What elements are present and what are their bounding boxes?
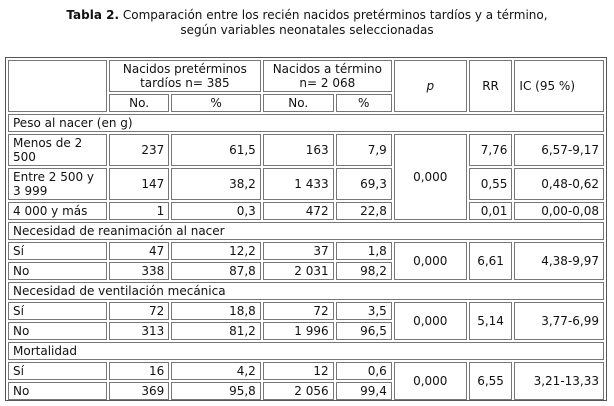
rr-cell: 0,55 bbox=[469, 168, 513, 200]
term-no-cell: 2 056 bbox=[263, 382, 334, 400]
row-label: No bbox=[8, 262, 107, 280]
term-no-cell: 2 031 bbox=[263, 262, 334, 280]
section-title-row bbox=[8, 282, 604, 300]
preterm-no-cell: 313 bbox=[109, 322, 169, 340]
row-label: Sí bbox=[8, 242, 107, 260]
table-row bbox=[8, 202, 604, 220]
row-label: 4 000 y más bbox=[8, 202, 107, 220]
header-preterm-no: No. bbox=[109, 94, 169, 112]
caption-line-2: según variables neonatales seleccionadas bbox=[180, 23, 434, 37]
preterm-pct-cell: 38,2 bbox=[171, 168, 261, 200]
rr-cell: 6,61 bbox=[469, 242, 513, 280]
data-table bbox=[6, 58, 606, 402]
header-rr: RR bbox=[469, 60, 513, 112]
section-title: Peso al nacer (en g) bbox=[8, 114, 604, 132]
ic-cell: 4,38-9,97 bbox=[514, 242, 604, 280]
preterm-no-cell: 369 bbox=[109, 382, 169, 400]
header-preterm: Nacidos pretérminos tardíos n= 385 bbox=[109, 60, 261, 92]
term-no-cell: 72 bbox=[263, 302, 334, 320]
p-value-cell: 0,000 bbox=[394, 302, 467, 340]
section-title: Necesidad de reanimación al nacer bbox=[8, 222, 604, 240]
preterm-pct-cell: 4,2 bbox=[171, 362, 261, 380]
table-caption bbox=[0, 0, 614, 42]
table-number: Tabla 2. bbox=[66, 8, 120, 22]
table-row bbox=[8, 134, 604, 166]
preterm-no-cell: 147 bbox=[109, 168, 169, 200]
ic-cell: 0,48-0,62 bbox=[514, 168, 604, 200]
section-title-row bbox=[8, 342, 604, 360]
row-label: Menos de 2 500 bbox=[8, 134, 107, 166]
row-label: Entre 2 500 y 3 999 bbox=[8, 168, 107, 200]
rr-cell: 6,55 bbox=[469, 362, 513, 400]
header-p: p bbox=[394, 60, 467, 112]
header-row-1 bbox=[8, 60, 604, 92]
header-ic: IC (95 %) bbox=[514, 60, 604, 112]
row-label: No bbox=[8, 322, 107, 340]
preterm-pct-cell: 87,8 bbox=[171, 262, 261, 280]
preterm-no-cell: 1 bbox=[109, 202, 169, 220]
ic-cell: 3,21-13,33 bbox=[514, 362, 604, 400]
header-blank bbox=[8, 60, 107, 112]
preterm-pct-cell: 61,5 bbox=[171, 134, 261, 166]
p-value-cell: 0,000 bbox=[394, 242, 467, 280]
term-pct-cell: 69,3 bbox=[336, 168, 392, 200]
preterm-pct-cell: 12,2 bbox=[171, 242, 261, 260]
table-row bbox=[8, 242, 604, 260]
header-preterm-pct: % bbox=[171, 94, 261, 112]
term-pct-cell: 7,9 bbox=[336, 134, 392, 166]
header-term-no: No. bbox=[263, 94, 334, 112]
p-value-cell: 0,000 bbox=[394, 362, 467, 400]
row-label: No bbox=[8, 382, 107, 400]
preterm-pct-cell: 81,2 bbox=[171, 322, 261, 340]
term-pct-cell: 3,5 bbox=[336, 302, 392, 320]
preterm-pct-cell: 0,3 bbox=[171, 202, 261, 220]
table-row bbox=[8, 302, 604, 320]
section-title-row bbox=[8, 114, 604, 132]
ic-cell: 6,57-9,17 bbox=[514, 134, 604, 166]
preterm-no-cell: 237 bbox=[109, 134, 169, 166]
section-title: Necesidad de ventilación mecánica bbox=[8, 282, 604, 300]
header-term-pct: % bbox=[336, 94, 392, 112]
row-label: Sí bbox=[8, 362, 107, 380]
row-label: Sí bbox=[8, 302, 107, 320]
preterm-no-cell: 47 bbox=[109, 242, 169, 260]
term-pct-cell: 22,8 bbox=[336, 202, 392, 220]
rr-cell: 5,14 bbox=[469, 302, 513, 340]
term-pct-cell: 98,2 bbox=[336, 262, 392, 280]
section-title: Mortalidad bbox=[8, 342, 604, 360]
term-no-cell: 12 bbox=[263, 362, 334, 380]
caption-line-1: Comparación entre los recién nacidos pretérminos tardíos y a término, bbox=[119, 8, 548, 22]
table-row bbox=[8, 362, 604, 380]
header-term: Nacidos a término n= 2 068 bbox=[263, 60, 392, 92]
term-no-cell: 1 996 bbox=[263, 322, 334, 340]
preterm-no-cell: 16 bbox=[109, 362, 169, 380]
term-pct-cell: 1,8 bbox=[336, 242, 392, 260]
p-value-cell: 0,000 bbox=[394, 134, 467, 220]
preterm-no-cell: 338 bbox=[109, 262, 169, 280]
ic-cell: 0,00-0,08 bbox=[514, 202, 604, 220]
section-title-row bbox=[8, 222, 604, 240]
ic-cell: 3,77-6,99 bbox=[514, 302, 604, 340]
term-no-cell: 472 bbox=[263, 202, 334, 220]
preterm-pct-cell: 18,8 bbox=[171, 302, 261, 320]
rr-cell: 7,76 bbox=[469, 134, 513, 166]
term-pct-cell: 96,5 bbox=[336, 322, 392, 340]
table-row bbox=[8, 168, 604, 200]
table-frame bbox=[5, 57, 607, 401]
preterm-pct-cell: 95,8 bbox=[171, 382, 261, 400]
preterm-no-cell: 72 bbox=[109, 302, 169, 320]
term-no-cell: 1 433 bbox=[263, 168, 334, 200]
term-no-cell: 163 bbox=[263, 134, 334, 166]
term-pct-cell: 0,6 bbox=[336, 362, 392, 380]
term-pct-cell: 99,4 bbox=[336, 382, 392, 400]
term-no-cell: 37 bbox=[263, 242, 334, 260]
rr-cell: 0,01 bbox=[469, 202, 513, 220]
